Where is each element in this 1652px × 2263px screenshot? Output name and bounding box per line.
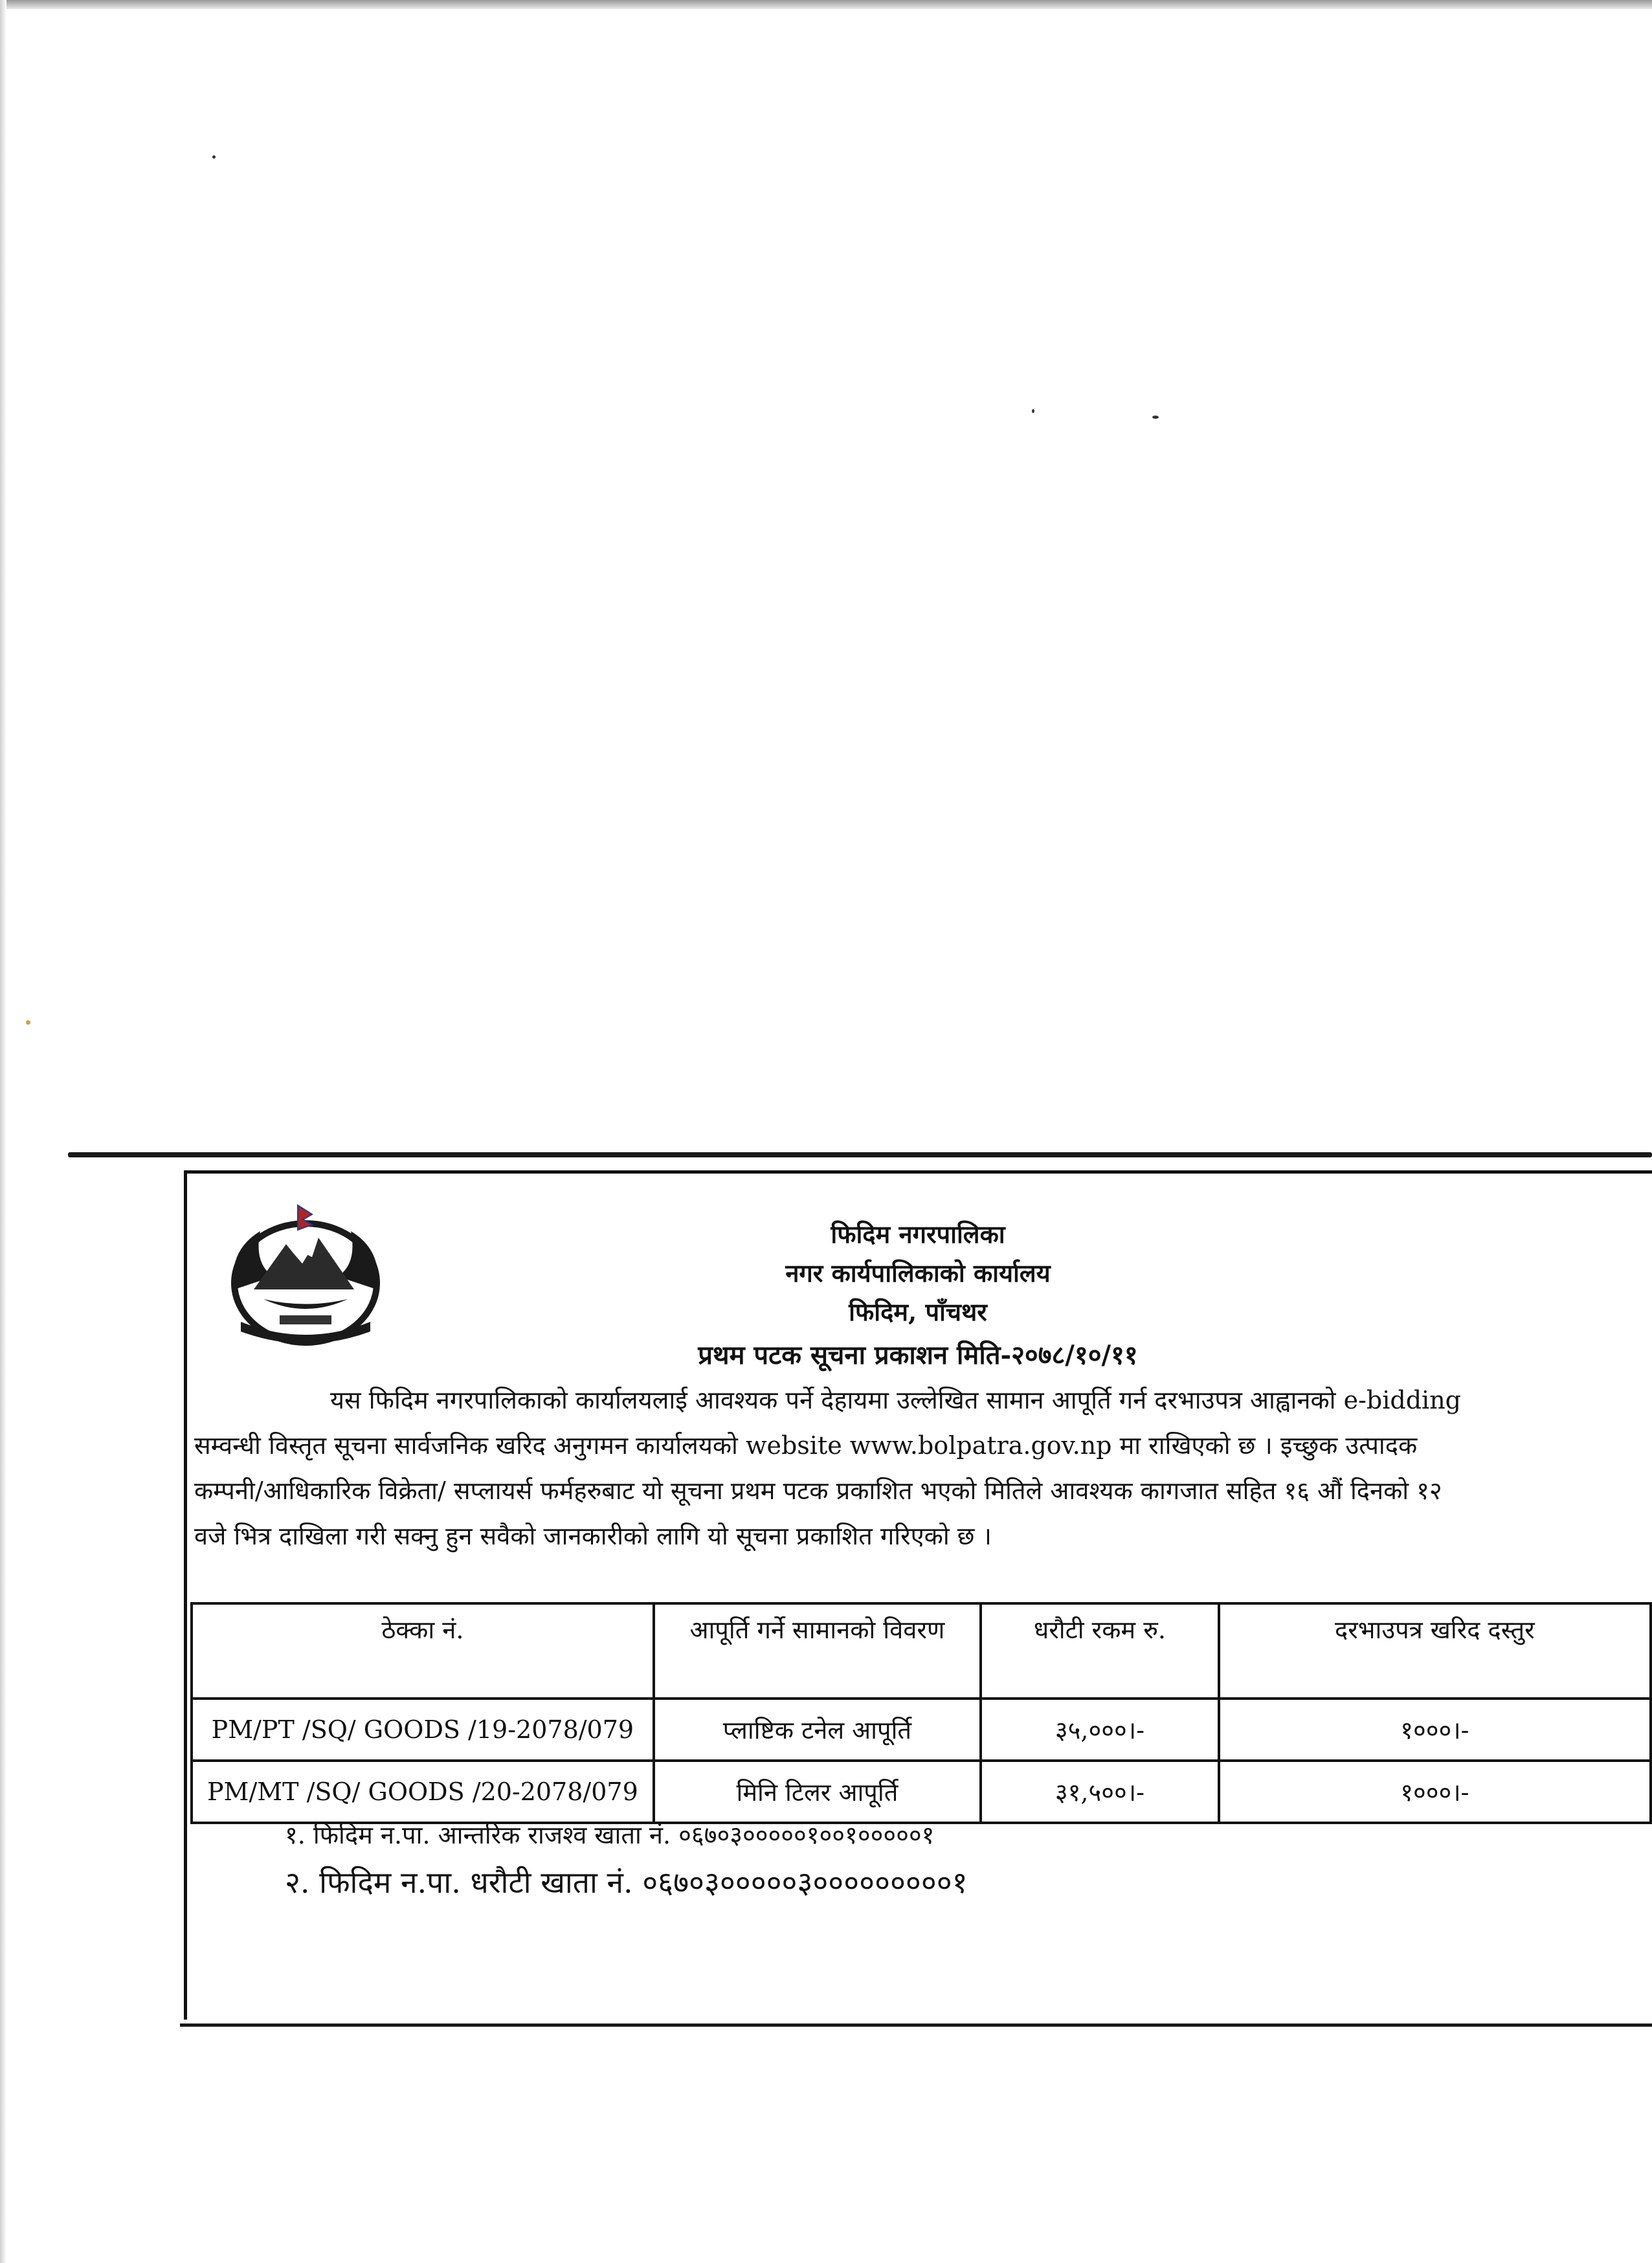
revenue-account-line: १. फिदिम न.पा. आन्तरिक राजश्व खाता नं. ०६७०३०००००१००१०००००१ bbox=[285, 1821, 935, 1849]
cell-contract-no: PM/PT /SQ/ GOODS /19-2078/079 bbox=[192, 1699, 654, 1761]
office-name: फिदिम नगरपालिका bbox=[831, 1220, 1005, 1249]
tender-table bbox=[190, 1602, 1652, 1824]
notice-title: प्रथम पटक सूचना प्रकाशन मिति-२०७८/१०/११ bbox=[698, 1340, 1138, 1370]
table-row bbox=[192, 1699, 1651, 1761]
scan-top-edge bbox=[0, 0, 1652, 9]
cell-contract-no: PM/MT /SQ/ GOODS /20-2078/079 bbox=[192, 1761, 654, 1823]
scan-speck bbox=[26, 1020, 30, 1025]
header-bid-fee: दरभाउपत्र खरिद दस्तुर bbox=[1219, 1603, 1651, 1699]
cell-item-description: प्लाष्टिक टनेल आपूर्ति bbox=[654, 1699, 981, 1761]
table-header-row bbox=[192, 1603, 1651, 1699]
scan-speck bbox=[1152, 416, 1159, 419]
scan-speck bbox=[212, 155, 216, 159]
scan-speck bbox=[1032, 409, 1034, 413]
notice-body-line: कम्पनी/आधिकारिक विक्रेता/ सप्लायर्स फर्महरुबाट यो सूचना प्रथम पटक प्रकाशित भएको मितिले आवश्यक कागजात सहित १६ औं दिनको १२ bbox=[194, 1477, 1442, 1505]
deposit-account-line: २. फिदिम न.पा. धरौटी खाता नं. ०६७०३०००००३०००००००००१ bbox=[285, 1865, 968, 1900]
header-contract-no: ठेक्का नं. bbox=[192, 1603, 654, 1699]
header-item-description: आपूर्ति गर्ने सामानको विवरण bbox=[654, 1603, 981, 1699]
scan-left-edge bbox=[0, 0, 6, 2263]
table-row bbox=[192, 1761, 1651, 1823]
cell-bid-fee: १०००।- bbox=[1219, 1761, 1651, 1823]
cell-bid-fee: १०००।- bbox=[1219, 1699, 1651, 1761]
paper-fold-line bbox=[68, 1152, 1652, 1157]
office-address: फिदिम, पाँचथर bbox=[849, 1297, 987, 1326]
header-deposit-amount: धरौटी रकम रु. bbox=[981, 1603, 1219, 1699]
office-sub-name: नगर कार्यपालिकाको कार्यालय bbox=[785, 1258, 1051, 1288]
notice-body-line: वजे भित्र दाखिला गरी सक्नु हुन सवैको जानकारीको लागि यो सूचना प्रकाशित गरिएको छ । bbox=[194, 1522, 992, 1550]
cell-item-description: मिनि टिलर आपूर्ति bbox=[654, 1761, 981, 1823]
notice-body-line: यस फिदिम नगरपालिकाको कार्यालयलाई आवश्यक पर्ने देहायमा उल्लेखित सामान आपूर्ति गर्न दरभाउपत्र आह्वानको e-bidding bbox=[330, 1386, 1461, 1414]
paper-bottom-line bbox=[180, 2023, 1652, 2027]
notice-body-line: सम्वन्धी विस्तृत सूचना सार्वजनिक खरिद अनुगमन कार्यालयको website www.bolpatra.gov.np मा राखिएको छ । इच्छुक उत्पादक bbox=[194, 1431, 1418, 1460]
cell-deposit-amount: ३५,०००।- bbox=[981, 1699, 1219, 1761]
cell-deposit-amount: ३१,५००।- bbox=[981, 1761, 1219, 1823]
